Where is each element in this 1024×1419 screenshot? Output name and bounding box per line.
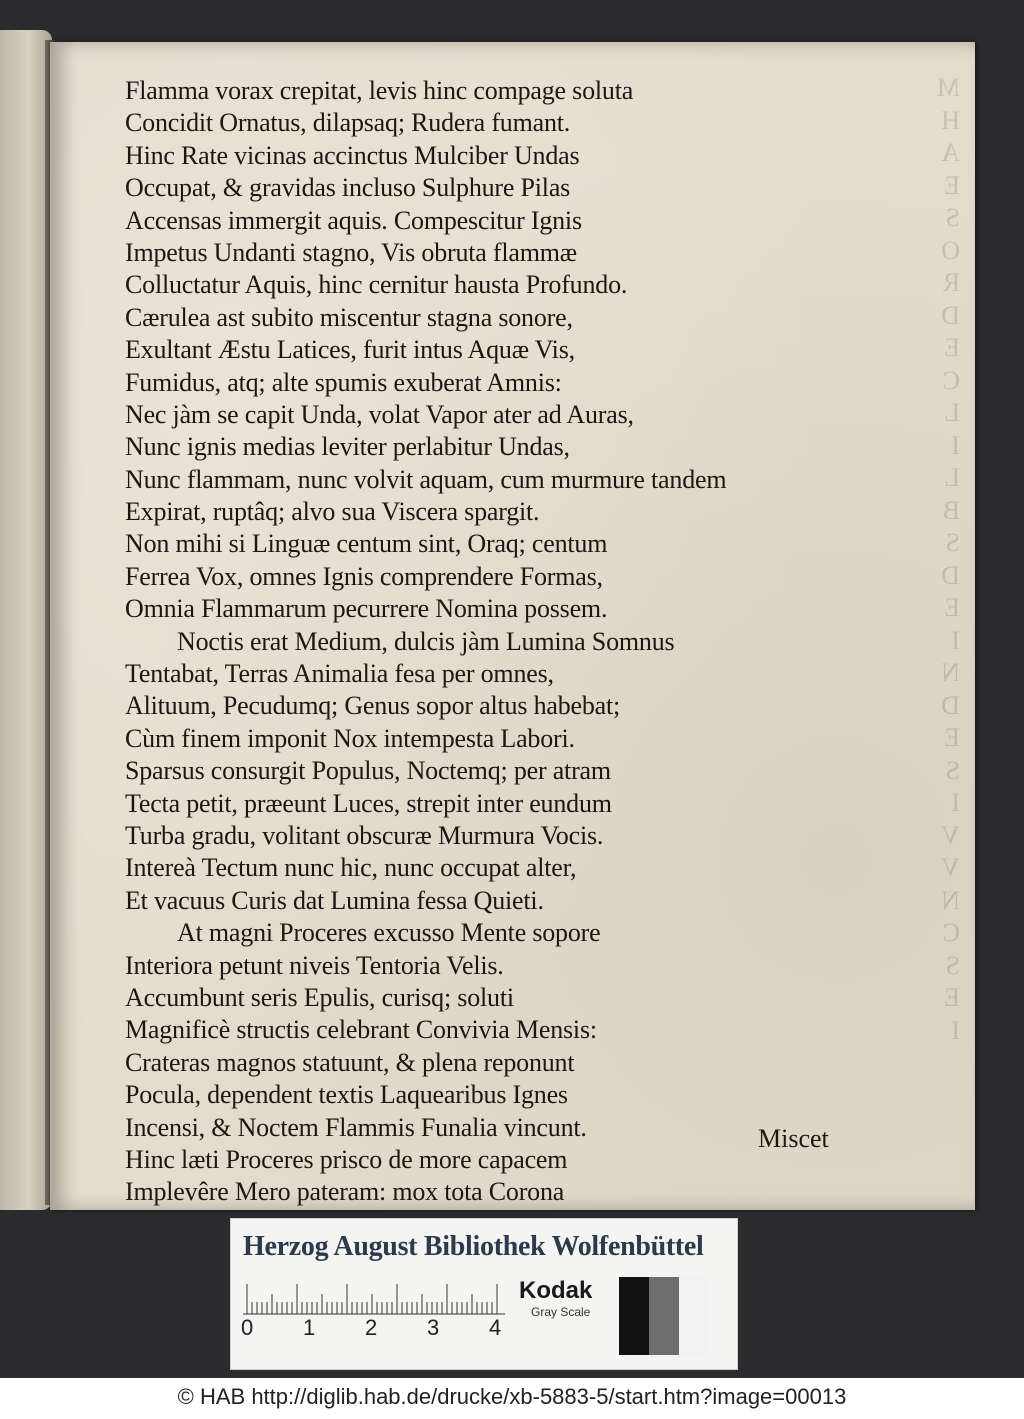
catchword: Miscet [758,1124,829,1153]
show-through-text: M H A E S O R D E C L I L B S D E I N D E S I V V N C S E I [936,73,960,1045]
verse-line: Ferrea Vox, omnes Ignis comprendere Formas, [125,561,603,591]
ruler-number: 4 [489,1315,502,1340]
verse-line: Fumidus, atq; alte spumis exuberat Amnis: [125,367,562,397]
gray-swatch [619,1277,649,1355]
verse-line: Occupat, & gravidas incluso Sulphure Pilas [125,173,571,203]
color-target-card [230,1218,738,1370]
ruler-scale [243,1275,505,1315]
verse-line: Nunc ignis medias leviter perlabitur Undas, [125,432,570,462]
book-page [50,42,975,1210]
ruler-numbers [241,1315,503,1345]
verse-line: Hinc læti Proceres prisco de more capacem [125,1144,568,1174]
gray-swatch [649,1277,679,1355]
verse-line: Accensas immergit aquis. Compescitur Ignis [125,205,582,235]
ruler-number: 1 [303,1315,316,1340]
verse-line: Interiora petunt niveis Tentoria Velis. [125,950,504,980]
verse-line: Expirat, ruptâq; alvo sua Viscera spargit. [125,497,540,527]
verse-line: Cùm finem imponit Nox intempesta Labori. [125,723,575,753]
verse-line: Non mihi si Linguæ centum sint, Oraq; centum [125,529,608,559]
verse-line: Omnia Flammarum pecurrere Nomina possem. [125,594,608,624]
verse-line: Intereà Tectum nunc hic, nunc occupat alter, [125,853,577,883]
verse-line: Turba gradu, volitant obscuræ Murmura Vocis. [125,820,604,850]
copyright-url: © HAB http://diglib.hab.de/drucke/xb-5883-5/start.htm?image=00013 [177,1384,847,1409]
ruler-number: 2 [365,1315,378,1340]
verse-text [125,75,845,1209]
verse-line: Flamma vorax crepitat, levis hinc compage soluta [125,76,634,105]
verse-line: Nec jàm se capit Unda, volat Vapor ater ad Auras, [125,399,634,429]
gray-swatch [679,1277,709,1355]
gray-scale-label: Gray Scale [531,1305,591,1319]
gray-swatches [619,1277,709,1355]
verse-line: Crateras magnos statuunt, & plena reponunt [125,1047,575,1077]
verse-line: Et vacuus Curis dat Lumina fessa Quieti. [125,885,544,915]
kodak-logo: Kodak [519,1277,593,1304]
verse-line: Alituum, Pecudumq; Genus sopor altus habebat; [125,691,621,721]
verse-line: Cærulea ast subito miscentur stagna sonore, [125,302,573,332]
verse-line: Magnificè structis celebrant Convivia Mensis: [125,1015,597,1045]
verse-line: Tentabat, Terras Animalia fesa per omnes, [125,659,554,689]
verse-line: Implevêre Mero pateram: mox tota Corona [125,1177,565,1207]
verse-line: Exultant Æstu Latices, furit intus Aquæ Vis, [125,335,575,365]
verse-line: Nunc flammam, nunc volvit aquam, cum murmure tandem [125,464,727,494]
verse-line: At magni Proceres excusso Mente sopore [177,918,601,948]
verse-line: Sparsus consurgit Populus, Noctemq; per atram [125,756,611,786]
ruler-number: 3 [427,1315,440,1340]
verse-line: Noctis erat Medium, dulcis jàm Lumina Somnus [177,626,675,656]
ruler-number: 0 [241,1315,254,1340]
verse-line: Concidit Ornatus, dilapsaq; Rudera fumant. [125,108,571,138]
library-name: Herzog August Bibliothek Wolfenbüttel [243,1231,704,1262]
verse-line: Colluctatur Aquis, hinc cernitur hausta Profundo. [125,270,628,300]
verse-line: Pocula, dependent textis Laquearibus Ignes [125,1080,568,1110]
footer-bar [0,1378,1024,1419]
verse-line: Tecta petit, præeunt Luces, strepit inter eundum [125,788,612,818]
verse-line: Impetus Undanti stagno, Vis obruta flammæ [125,237,577,267]
verse-line: Incensi, & Noctem Flammis Funalia vincunt. [125,1112,587,1142]
verse-line: Hinc Rate vicinas accinctus Mulciber Undas [125,140,580,170]
verse-line: Accumbunt seris Epulis, curisq; soluti [125,982,514,1012]
